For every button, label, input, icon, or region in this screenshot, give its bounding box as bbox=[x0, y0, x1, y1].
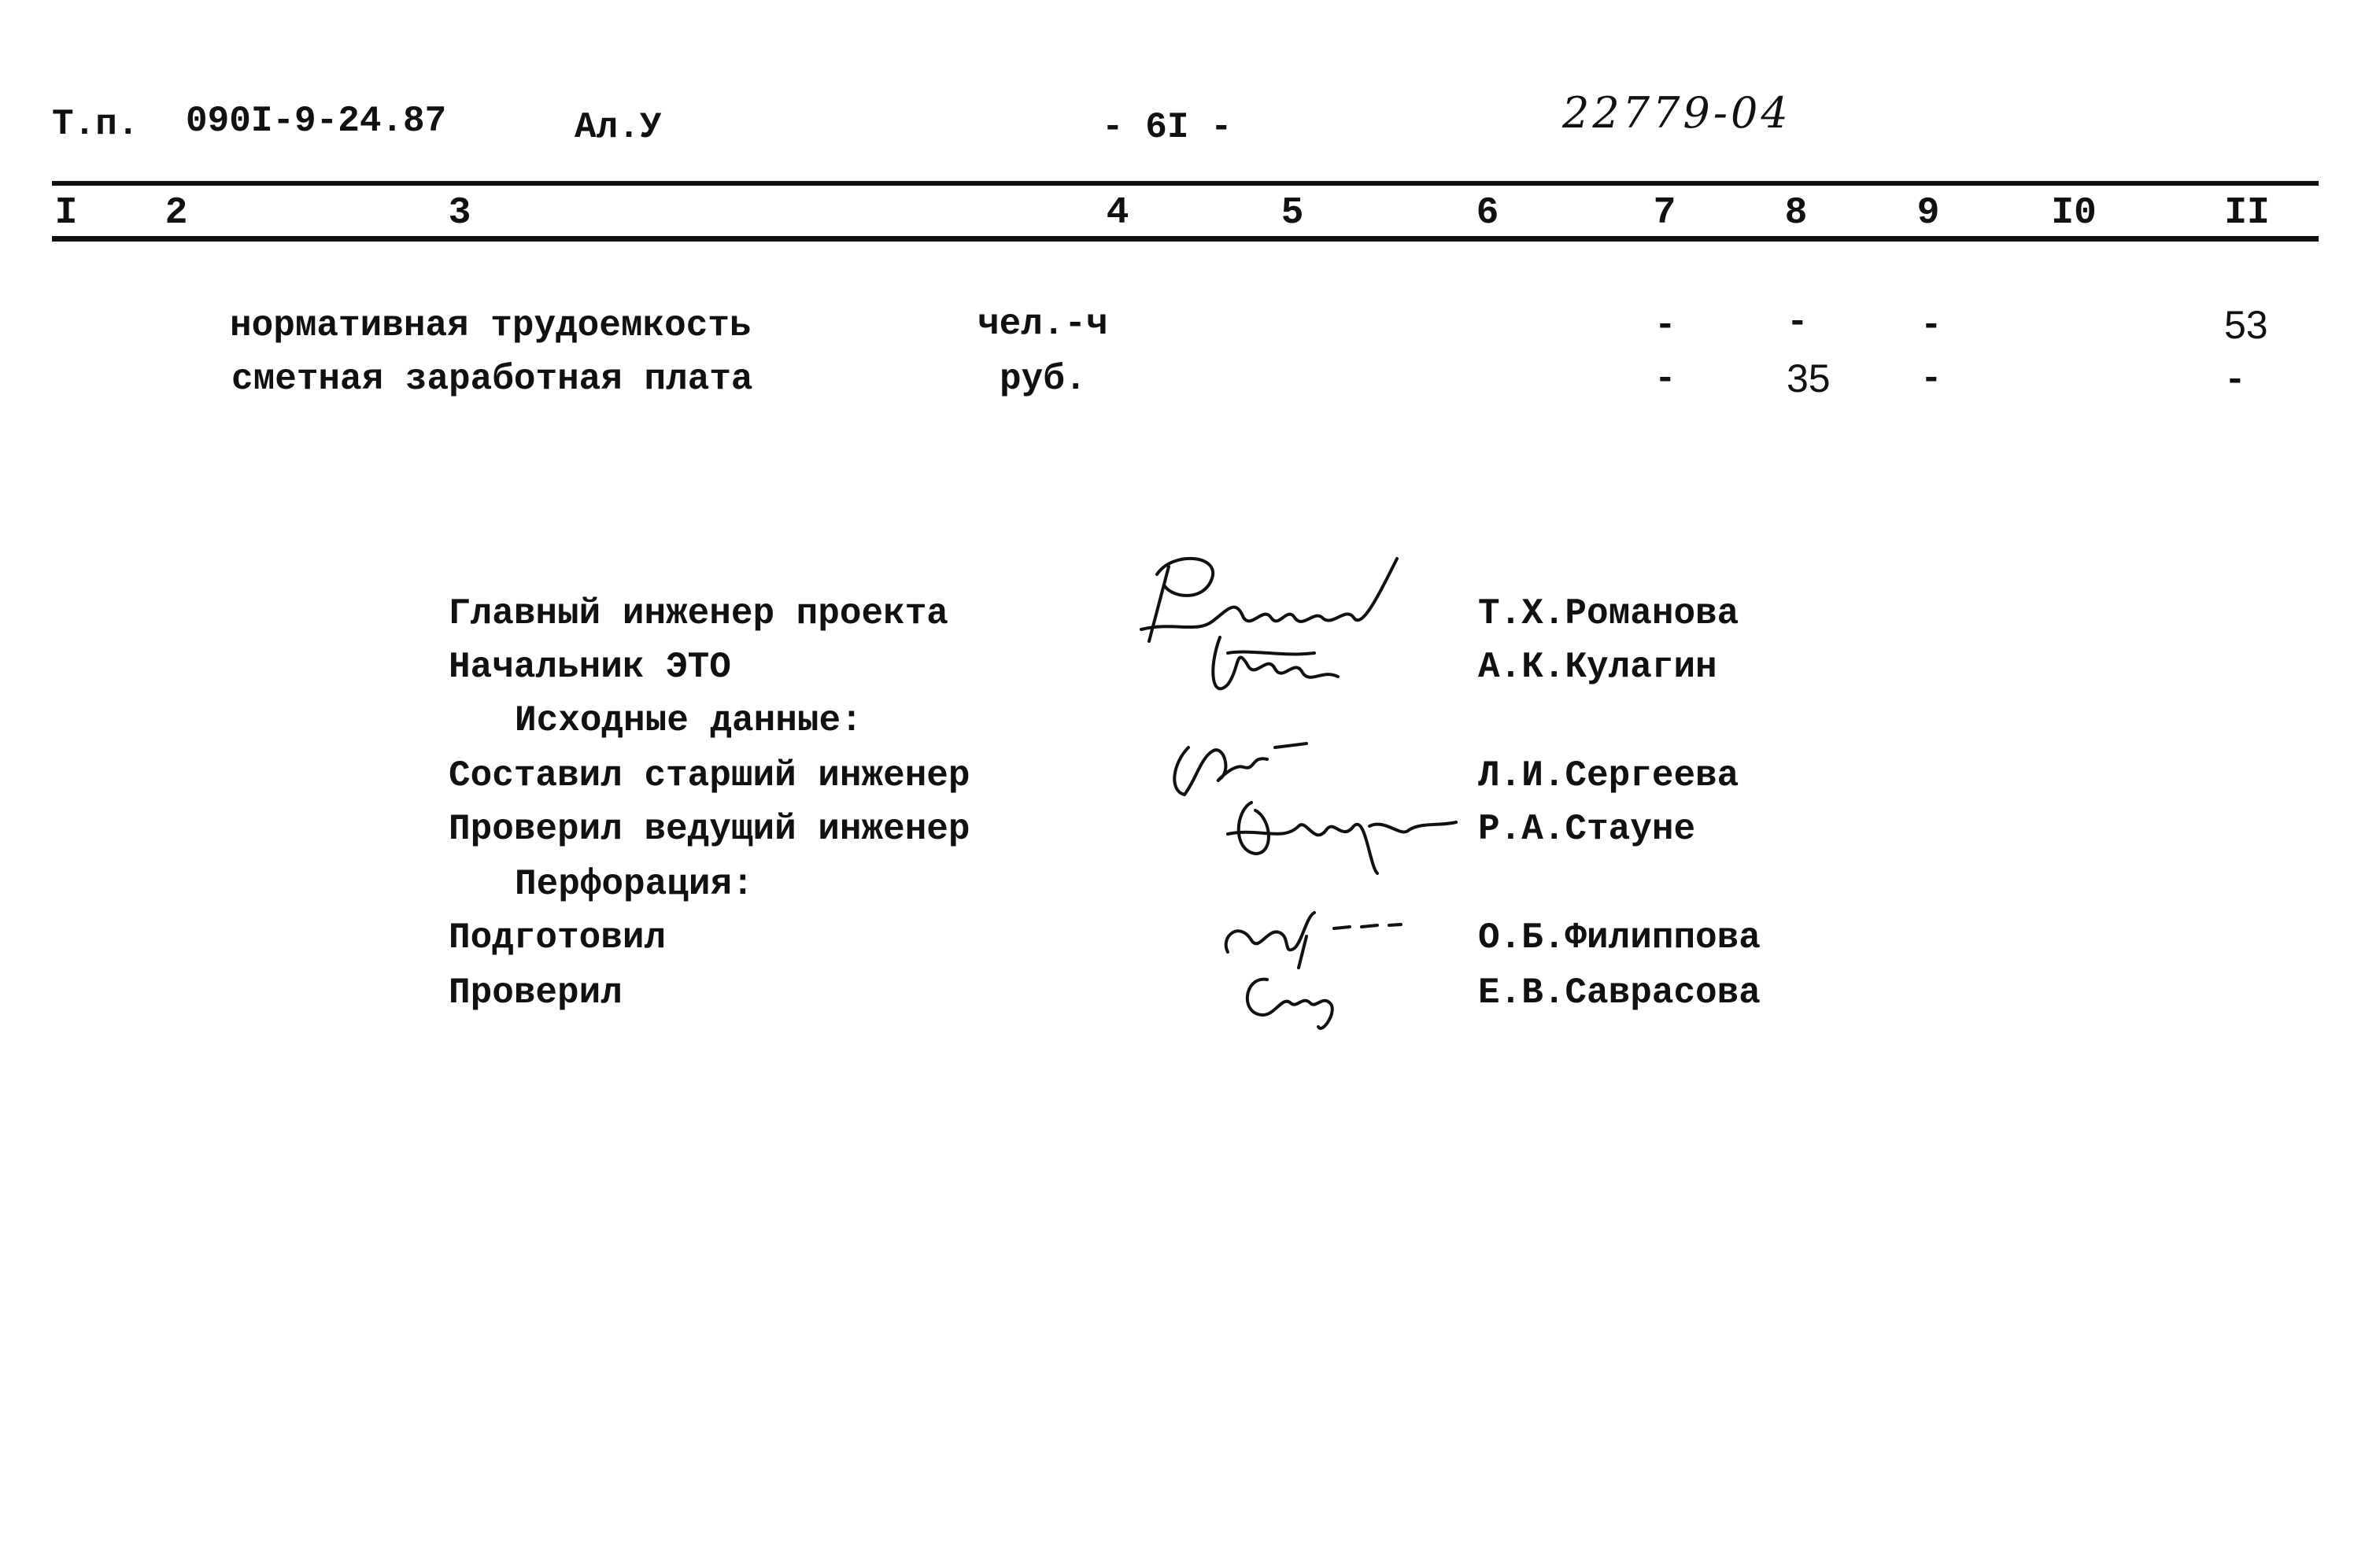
col-num-10: I0 bbox=[2051, 192, 2097, 234]
cell-col11: 53 bbox=[2224, 303, 2268, 347]
header-rule-top bbox=[52, 181, 2319, 186]
signature-kulagin bbox=[1196, 622, 1354, 716]
signature-savrasova bbox=[1228, 960, 1385, 1039]
album-label: Ал.У bbox=[575, 107, 662, 148]
name-filippova: О.Б.Филиппова bbox=[1478, 917, 1761, 958]
doc-number: 090I-9-24.87 bbox=[186, 101, 447, 142]
role-checked-by: Проверил bbox=[449, 972, 623, 1013]
role-chief-engineer: Главный инженер проекта bbox=[449, 593, 948, 634]
doc-type: Т.п. bbox=[52, 104, 139, 145]
cell-col11: - bbox=[2224, 360, 2246, 401]
col-num-2: 2 bbox=[164, 192, 188, 234]
col-num-11: II bbox=[2224, 192, 2270, 234]
col-num-1: I bbox=[54, 192, 78, 234]
name-savrasova: Е.В.Саврасова bbox=[1478, 972, 1761, 1013]
name-staune: Р.А.Стауне bbox=[1478, 809, 1696, 850]
cell-col7: - bbox=[1654, 305, 1676, 346]
handwritten-code: 22779-04 bbox=[1562, 88, 1791, 138]
col-num-4: 4 bbox=[1106, 192, 1129, 234]
col-num-5: 5 bbox=[1281, 192, 1304, 234]
col-num-9: 9 bbox=[1916, 192, 1940, 234]
page-number: - 6I - bbox=[1102, 107, 1232, 148]
row-unit: чел.-ч bbox=[978, 304, 1108, 345]
role-checked-lead: Проверил ведущий инженер bbox=[449, 809, 970, 850]
col-num-7: 7 bbox=[1653, 192, 1676, 234]
cell-col8: 35 bbox=[1787, 356, 1831, 400]
section-perforation: Перфорация: bbox=[515, 864, 754, 905]
section-source-data: Исходные данные: bbox=[515, 700, 863, 741]
cell-col8: - bbox=[1787, 302, 1809, 343]
role-compiled-by: Составил старший инженер bbox=[449, 755, 970, 796]
role-head-eto: Начальник ЭТО bbox=[449, 647, 731, 688]
cell-col9: - bbox=[1920, 359, 1942, 400]
name-kulagin: А.К.Кулагин bbox=[1478, 647, 1717, 688]
signature-staune bbox=[1212, 779, 1464, 881]
cell-col7: - bbox=[1654, 359, 1676, 400]
name-romanova: Т.Х.Романова bbox=[1478, 593, 1739, 634]
col-num-8: 8 bbox=[1784, 192, 1808, 234]
role-prepared-by: Подготовил bbox=[449, 917, 667, 958]
row-label: сметная заработная плата bbox=[231, 359, 753, 400]
row-label: нормативная трудоемкость bbox=[230, 305, 752, 346]
col-num-3: 3 bbox=[448, 192, 471, 234]
name-sergeeva: Л.И.Сергеева bbox=[1478, 755, 1739, 796]
col-num-6: 6 bbox=[1476, 192, 1499, 234]
header-rule-bottom bbox=[52, 236, 2319, 242]
cell-col9: - bbox=[1920, 305, 1942, 346]
row-unit: руб. bbox=[1000, 359, 1087, 400]
